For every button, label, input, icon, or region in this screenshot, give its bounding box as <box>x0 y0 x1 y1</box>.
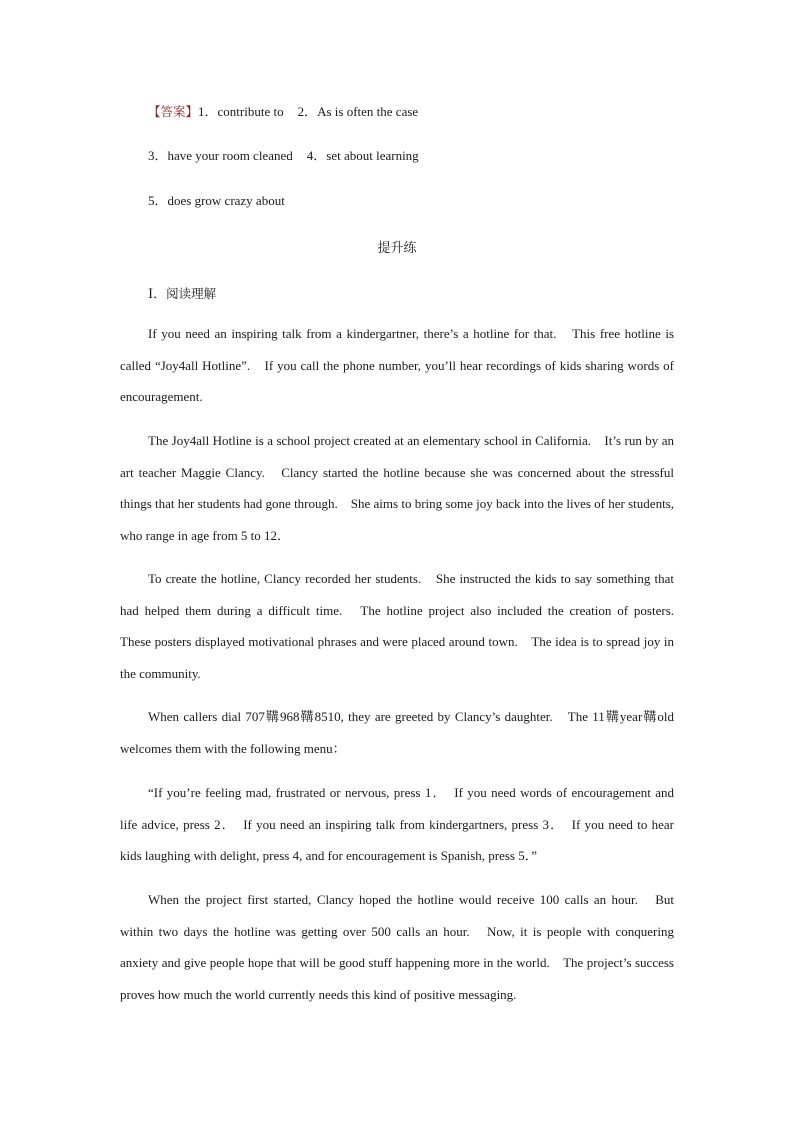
passage-paragraph-2: The Joy4all Hotline is a school project created at an elementary school in California. It’s run by an art teacher Maggie Clancy. Clancy started the hotline because she was concerned about the stressful things that her students had gone through. She aims to bring some joy back into the lives of her students, who range in age from 5 to 12． <box>120 433 674 543</box>
passage-paragraph-5: “If you’re feeling mad, frustrated or nervous, press 1． If you need words of encouragement and life advice, press 2． If you need an inspiring talk from kindergartners, press 3． If you need to hear kids laughing with delight, press 4, and for encouragement is Spanish, press 5．” <box>120 785 674 863</box>
passage-paragraph-4: When callers dial 707鞲968鞲8510, they are greeted by Clancy’s daughter. The 11鞲year鞲old welcomes them with the following menu： <box>120 709 674 756</box>
subsection-numeral: Ⅰ． <box>148 286 167 301</box>
answer-tag: 【答案】 <box>148 104 199 119</box>
passage-paragraph-1: If you need an inspiring talk from a kindergartner, there’s a hotline for that. This free hotline is called “Joy4all Hotline”. If you call the phone number, you’ll hear recordings of kids sharing words of encouragement. <box>120 326 674 404</box>
answer-item-3: 3．have your room cleaned <box>148 148 293 163</box>
answer-line-2 <box>148 148 419 164</box>
answer-line-1 <box>148 104 418 120</box>
subsection-heading <box>148 283 216 302</box>
answer-item-1: 1．contribute to <box>198 104 284 119</box>
answer-item-5: 5．does grow crazy about <box>148 193 285 208</box>
answer-item-2: 2．As is often the case <box>297 104 419 119</box>
section-title: 提升练 <box>377 241 417 256</box>
answer-item-4: 4．set about learning <box>306 148 419 163</box>
passage-paragraph-6: When the project first started, Clancy hoped the hotline would receive 100 calls an hour. But within two days the hotline was getting over 500 calls an hour. Now, it is people with conquering anxiety and give people hope that will be good stuff happening more in the world. The project’s success proves how much the world currently needs this kind of positive messaging. <box>120 892 674 1002</box>
answer-line-3 <box>148 193 285 209</box>
passage-paragraph-3: To create the hotline, Clancy recorded her students. She instructed the kids to say something that had helped them during a difficult time. The hotline project also included the creation of posters. These posters displayed motivational phrases and were placed around town. The idea is to spread joy in the community. <box>120 571 688 681</box>
subsection-label: 阅读理解 <box>166 286 217 301</box>
